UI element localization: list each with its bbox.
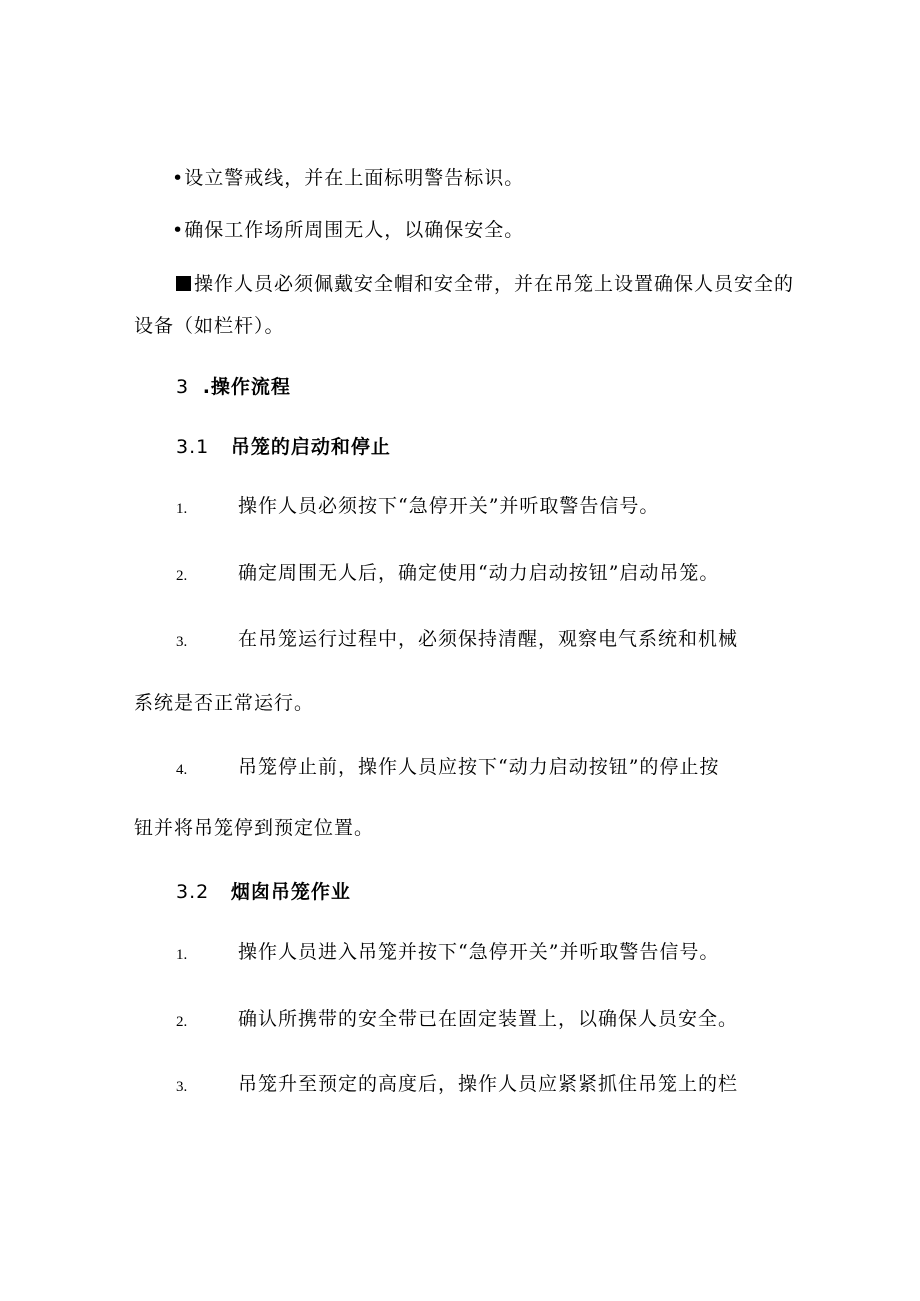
- section-3-2-title: 烟囱吊笼作业: [230, 881, 351, 903]
- list-item-text: 确定周围无人后，确定使用“动力启动按钮”启动吊笼。: [238, 562, 720, 584]
- list-item-text: 吊笼升至预定的高度后，操作人员应紧紧抓住吊笼上的栏: [238, 1073, 739, 1095]
- list-item-text: 吊笼停止前，操作人员应按下“动力启动按钮”的停止按: [238, 756, 720, 778]
- section-3-1-title: 吊笼的启动和停止: [230, 436, 391, 458]
- list-item-continuation: 钮并将吊笼停到预定位置。: [134, 817, 375, 839]
- list-item-number: 2.: [176, 1014, 188, 1030]
- list-item-text: 操作人员必须按下“急停开关”并听取警告信号。: [238, 495, 660, 517]
- list-item-number: 1.: [176, 947, 188, 963]
- section-3-2-number: 3.2: [176, 881, 210, 903]
- square-bullet-icon: [176, 276, 191, 291]
- list-item-text: 操作人员进入吊笼并按下“急停开关”并听取警告信号。: [238, 941, 720, 963]
- section-3-heading: [176, 374, 291, 400]
- list-item-number: 4.: [176, 762, 188, 778]
- list-item-text: 在吊笼运行过程中，必须保持清醒，观察电气系统和机械: [238, 628, 739, 650]
- bullet-warning-line: •设立警戒线，并在上面标明警告标识。: [172, 167, 525, 189]
- list-item-number: 1.: [176, 501, 188, 517]
- list-item-text: 确认所携带的安全带已在固定装置上，以确保人员安全。: [238, 1008, 739, 1030]
- safety-paragraph-line2: 设备（如栏杆）。: [134, 315, 285, 337]
- safety-paragraph-line1: [176, 271, 794, 297]
- section-3-title: .操作流程: [202, 376, 291, 398]
- section-3-number: 3: [176, 376, 190, 398]
- bullet-clear-area: •确保工作场所周围无人，以确保安全。: [172, 219, 525, 241]
- section-3-1-heading: [176, 434, 391, 460]
- list-item-number: 3.: [176, 634, 188, 650]
- list-item-number: 3.: [176, 1079, 188, 1095]
- list-item-number: 2.: [176, 568, 188, 584]
- safety-text-line1: 操作人员必须佩戴安全帽和安全带，并在吊笼上设置确保人员安全的: [194, 273, 795, 295]
- section-3-1-number: 3.1: [176, 436, 210, 458]
- section-3-2-heading: [176, 879, 351, 905]
- list-item-continuation: 系统是否正常运行。: [134, 692, 315, 714]
